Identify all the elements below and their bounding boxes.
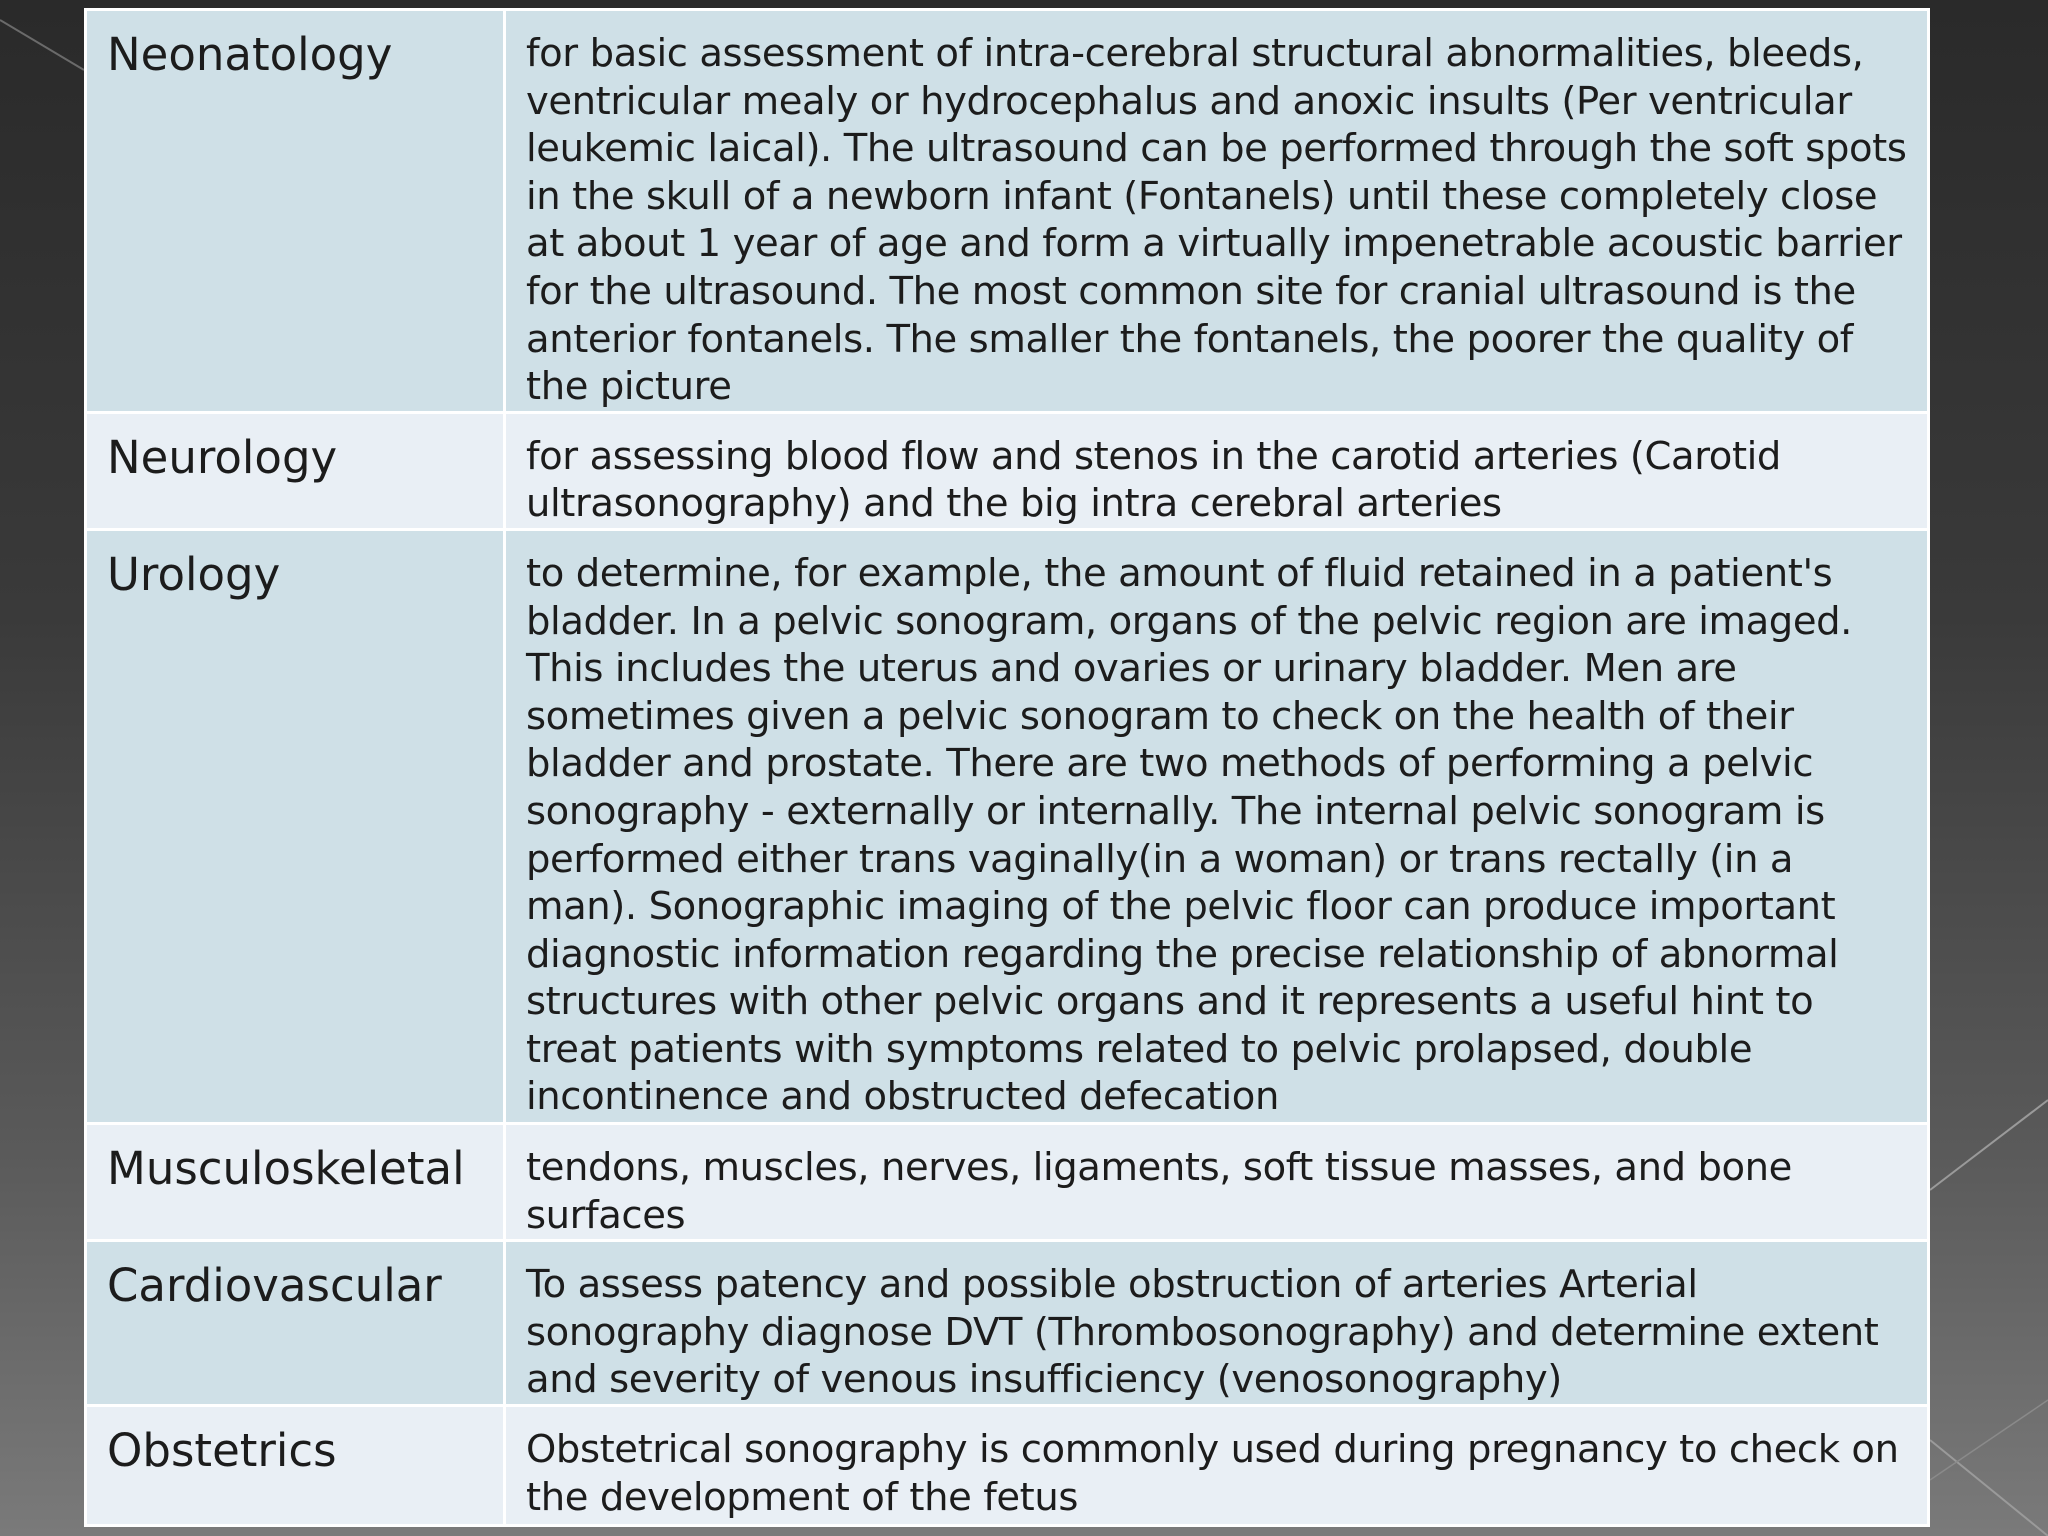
table-row: [86, 10, 1929, 413]
table-row: [86, 1241, 1929, 1406]
description-cell: tendons, muscles, nerves, ligaments, soft tissue masses, and bone surfaces: [505, 1123, 1929, 1240]
description-cell: Obstetrical sonography is commonly used during pregnancy to check on the development of the fetus: [505, 1405, 1929, 1525]
category-cell: Neonatology: [86, 10, 505, 413]
table-row: [86, 412, 1929, 529]
description-cell: for assessing blood flow and stenos in the carotid arteries (Carotid ultrasonography) and the big intra cerebral arteries: [505, 412, 1929, 529]
description-cell: for basic assessment of intra-cerebral structural abnormalities, bleeds, ventricular mealy or hydrocephalus and anoxic insults (Per ventricular leukemic laical). The ultrasound can be performed through the soft spots in the skull of a newborn infant (Fontanels) until these completely close at about 1 year of age and form a virtually impenetrable acoustic barrier for the ultrasound. The most common site for cranial ultrasound is the anterior fontanels. The smaller the fontanels, the poorer the quality of the picture: [505, 10, 1929, 413]
category-cell: Musculoskeletal: [86, 1123, 505, 1240]
category-cell: Urology: [86, 529, 505, 1123]
category-cell: Neurology: [86, 412, 505, 529]
applications-table: [84, 8, 1930, 1520]
table-row: [86, 529, 1929, 1123]
description-cell: to determine, for example, the amount of fluid retained in a patient's bladder. In a pelvic sonogram, organs of the pelvic region are imaged. This includes the uterus and ovaries or urinary bladder. Men are sometimes given a pelvic sonogram to check on the health of their bladder and prostate. There are two methods of performing a pelvic sonography - externally or internally. The internal pelvic sonogram is performed either trans vaginally(in a woman) or trans rectally (in a man). Sonographic imaging of the pelvic floor can produce important diagnostic information regarding the precise relationship of abnormal structures with other pelvic organs and it represents a useful hint to treat patients with symptoms related to pelvic prolapsed, double incontinence and obstructed defecation: [505, 529, 1929, 1123]
table-row: [86, 1405, 1929, 1525]
table-row: [86, 1123, 1929, 1240]
category-cell: Cardiovascular: [86, 1241, 505, 1406]
category-cell: Obstetrics: [86, 1405, 505, 1525]
description-cell: To assess patency and possible obstruction of arteries Arterial sonography diagnose DVT (Thrombosonography) and determine extent and severity of venous insufficiency (venosonography): [505, 1241, 1929, 1406]
